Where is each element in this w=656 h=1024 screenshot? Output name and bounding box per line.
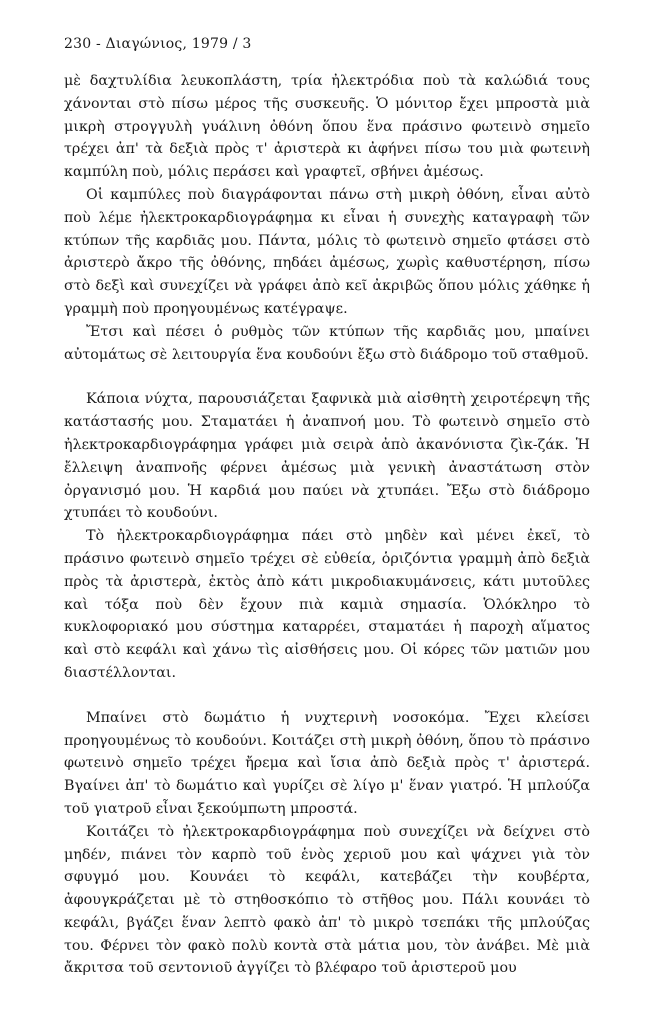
paragraph: Τὸ ἠλεκτροκαρδιογράφημα πάει στὸ μηδὲν καὶ μένει ἐκεῖ, τὸ πράσινο φωτεινὸ σημεῖο τρέχει σὲ εὐθεία, ὁριζόντια γραμμὴ ἀπὸ δεξιὰ πρὸς τὰ ἀριστερὰ, ἐκτὸς ἀπὸ κάτι μικροδιακυμάνσεις, κάτι μυτοῦλες καὶ τόξα ποὺ δὲν ἔχουν πιὰ καμιὰ σημασία. Ὁλόκληρο τὸ κυκλοφοριακό μου σύστημα καταρρέει, σταματάει ἡ παροχὴ αἵματος καὶ στὸ κεφάλι καὶ χάνω τὶς αἰσθήσεις μου. Οἱ κόρες τῶν ματιῶν μου διαστέλλονται. [64,528,590,681]
paragraph: Κάποια νύχτα, παρουσιάζεται ξαφνικὰ μιὰ αἰσθητὴ χειροτέρεψη τῆς κατάστασής μου. Σταματάει ἡ ἀναπνοή μου. Τὸ φωτεινὸ σημεῖο στὸ ἠλεκτροκαρδιογράφημα γράφει μιὰ σειρὰ ἀπὸ ἀκανόνιστα ζὶκ-ζάκ. Ἡ ἔλλειψη ἀναπνοῆς φέρνει ἀμέσως μιὰ γενικὴ ἀναστάτωση στὸν ὀργανισμό μου. Ἡ καρδιά μου παύει νὰ χτυπάει. Ἔξω στὸ διάδρομο χτυπάει τὸ κουδούνι. [64,391,590,522]
section-break [64,685,590,707]
paragraph: Μπαίνει στὸ δωμάτιο ἡ νυχτερινὴ νοσοκόμα. Ἔχει κλείσει προηγουμένως τὸ κουδούνι. Κοιτάζει στὴ μικρὴ ὀθόνη, ὅπου τὸ πράσινο φωτεινὸ σημεῖο τρέχει ἤρεμα καὶ ἴσια ἀπὸ δεξιὰ πρὸς τ' ἀριστερά. Βγαίνει ἀπ' τὸ δωμάτιο καὶ γυρίζει σὲ λίγο μ' ἕναν γιατρό. Ἡ μπλούζα τοῦ γιατροῦ εἶναι ξεκούμπωτη μπροστά. [64,709,590,817]
paragraph: Κοιτάζει τὸ ἠλεκτροκαρδιογράφημα ποὺ συνεχίζει νὰ δείχνει στὸ μηδέν, πιάνει τὸν καρπὸ τοῦ ἑνὸς χεριοῦ μου καὶ ψάχνει γιὰ τὸν σφυγμό μου. Κουνάει τὸ κεφάλι, κατεβάζει τὴν κουβέρτα, ἀφουγκράζεται μὲ τὸ στηθοσκόπιο τὸ στῆθος μου. Πάλι κουνάει τὸ κεφάλι, βγάζει ἕναν λεπτὸ φακὸ ἀπ' τὸ μικρὸ τσεπάκι τῆς μπλούζας του. Φέρνει τὸν φακὸ πολὺ κοντὰ στὰ μάτια μου, τὸν ἀνάβει. Μὲ μιὰ ἄκριτσα τοῦ σεντονιοῦ ἀγγίζει τὸ βλέφαρο τοῦ ἀριστεροῦ μου [64,823,590,977]
running-header: 230 - Διαγώνιος, 1979 / 3 [64,36,252,52]
section-break [64,366,590,388]
paragraph: Ἔτσι καὶ πέσει ὁ ρυθμὸς τῶν κτύπων τῆς καρδιᾶς μου, μπαίνει αὐτομάτως σὲ λειτουργία ἕνα κουδούνι ἔξω στὸ διάδρομο τοῦ σταθμοῦ. [64,323,590,363]
body-text [64,70,590,980]
paragraph: μὲ δαχτυλίδια λευκοπλάστη, τρία ἠλεκτρόδια ποὺ τὰ καλώδιά τους χάνονται στὸ πίσω μέρος τῆς συσκευῆς. Ὁ μόνιτορ ἔχει μπροστὰ μιὰ μικρὴ στρογγυλὴ γυάλινη ὀθόνη ὅπου ἕνα πράσινο φωτεινὸ σημεῖο τρέχει ἀπ' τὰ δεξιὰ πρὸς τ' ἀριστερὰ κι ἀφήνει πίσω του μιὰ φωτεινὴ καμπύλη ποὺ, μόλις περάσει καὶ γραφτεῖ, σβήνει ἀμέσως. [64,73,590,181]
paragraph: Οἱ καμπύλες ποὺ διαγράφονται πάνω στὴ μικρὴ ὀθόνη, εἶναι αὐτὸ ποὺ λέμε ἠλεκτροκαρδιογράφημα κι εἶναι ἡ συνεχὴς καταγραφὴ τῶν κτύπων τῆς καρδιᾶς μου. Πάντα, μόλις τὸ φωτεινὸ σημεῖο φτάσει στὸ ἀριστερὸ ἄκρο τῆς ὀθόνης, πηδάει ἀμέσως, χωρὶς καθυστέρηση, πίσω στὸ δεξὶ καὶ συνεχίζει νὰ γράφει ἀπὸ κεῖ ἀκριβῶς ὅπου μόλις χάθηκε ἡ γραμμὴ ποὺ προηγουμένως κατέγραψε. [64,186,590,317]
